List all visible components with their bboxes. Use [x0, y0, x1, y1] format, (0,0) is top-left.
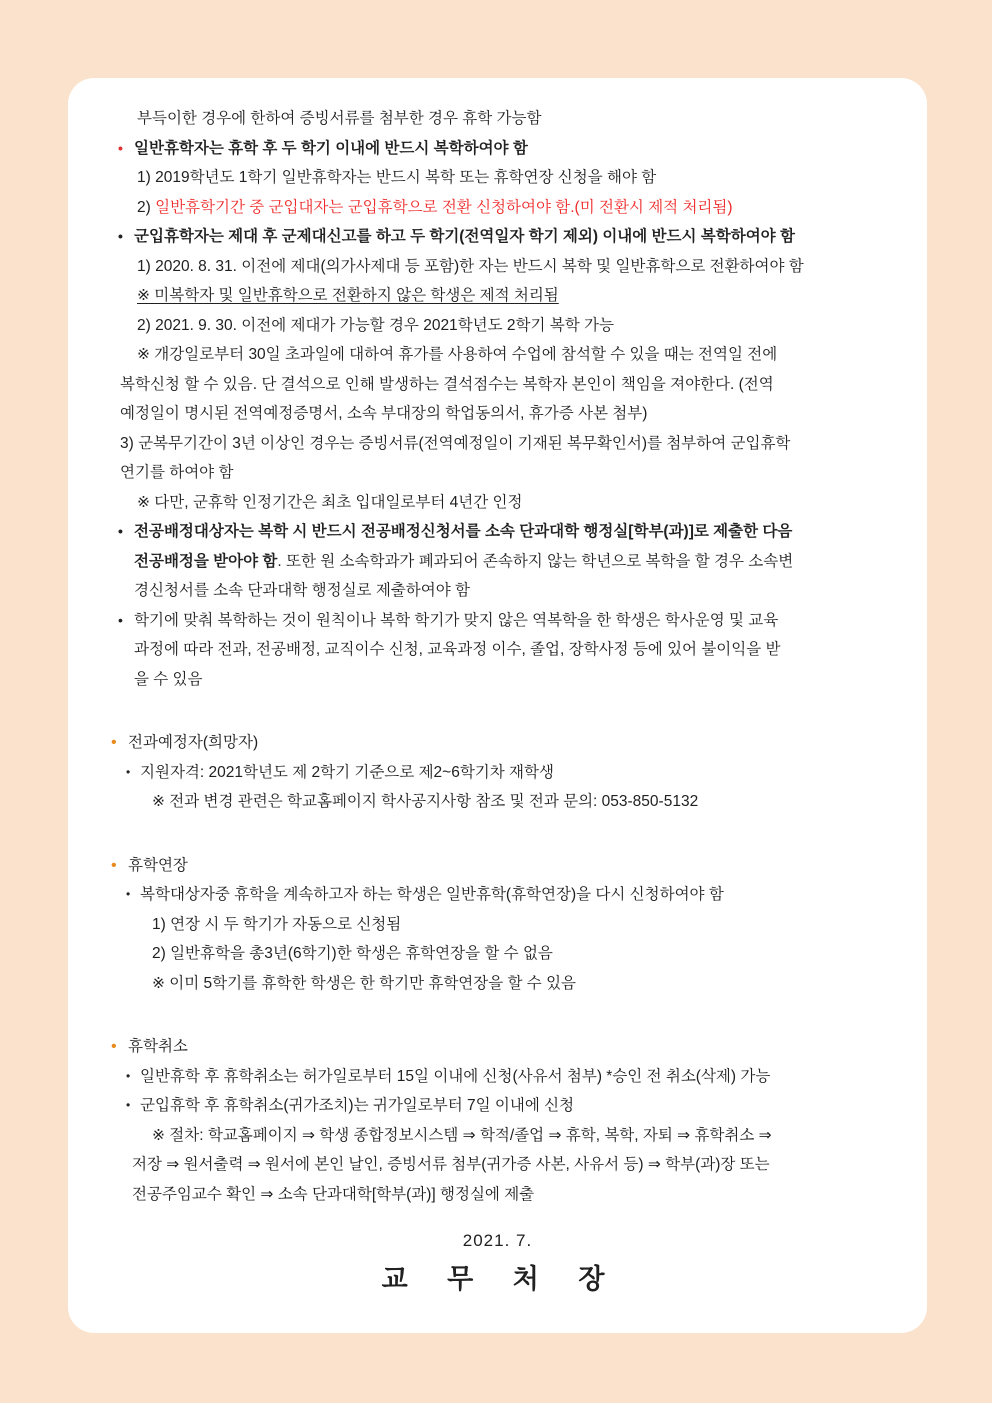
doc-line-text: 일반휴학 후 휴학취소는 허가일로부터 15일 이내에 신청(사유서 첨부) *승인 전 취소(삭제) 가능: [140, 1067, 771, 1085]
doc-line: 연기를 하여야 함: [120, 464, 234, 481]
doc-line: 저장 ⇒ 원서출력 ⇒ 원서에 본인 날인, 증빙서류 첨부(귀가증 사본, 사유서 등) ⇒ 학부(과)장 또는: [132, 1156, 770, 1173]
doc-line-bullet: [68, 1062, 927, 1092]
doc-line: ※ 전과 변경 관련은 학교홈페이지 학사공지사항 참조 및 전과 문의: 053-850-5132: [152, 793, 699, 810]
bullet-dot-icon: •: [126, 1098, 131, 1112]
doc-line: 을 수 있음: [134, 670, 203, 688]
bullet-dot-icon: •: [111, 734, 117, 751]
doc-line-bullet: [68, 134, 927, 164]
bullet-dot-icon: •: [126, 1068, 131, 1083]
section-gap: [68, 694, 927, 728]
doc-line-bullet: [68, 758, 927, 788]
doc-line: 경신청서를 소속 단과대학 행정실로 제출하여야 함: [134, 582, 470, 599]
doc-line: [68, 547, 927, 577]
doc-line: 예정일이 명시된 전역예정증명서, 소속 부대장의 학업동의서, 휴가증 사본 첨부): [120, 405, 648, 422]
doc-line-bullet: [68, 606, 927, 636]
doc-line: 복학신청 할 수 있음. 단 결석으로 인해 발생하는 결석점수는 복학자 본인이 책임을 져야한다. (전역: [120, 375, 774, 393]
notice-sheet: [68, 78, 927, 1333]
bullet-dot-icon: •: [111, 856, 117, 874]
doc-line-text-bold: 전공배정을 받아야 함: [134, 552, 278, 570]
doc-line: 1) 연장 시 두 학기가 자동으로 신청됨: [152, 915, 402, 933]
doc-line-underlined: ※ 미복학자 및 일반휴학으로 전환하지 않은 학생은 제적 처리됨: [137, 287, 559, 304]
doc-line-text: 군입휴학 후 휴학취소(귀가조치)는 귀가일로부터 7일 이내에 신청: [140, 1097, 575, 1114]
section-heading: [68, 1032, 927, 1062]
doc-line: 과정에 따라 전과, 전공배정, 교직이수 신청, 교육과정 이수, 졸업, 장학사정 등에 있어 불이익을 받: [134, 641, 781, 658]
doc-line: ※ 다만, 군휴학 인정기간은 최초 입대일로부터 4년간 인정: [137, 493, 523, 511]
doc-line-text: 군입휴학자는 제대 후 군제대신고를 하고 두 학기(전역일자 학기 제외) 이내에 반드시 복학하여야 함: [134, 228, 795, 245]
doc-line: 3) 군복무기간이 3년 이상인 경우는 증빙서류(전역예정일이 기재된 복무확인서)를 첨부하여 군입휴학: [120, 434, 791, 452]
section-gap: [68, 998, 927, 1032]
doc-line-text: 지원자격: 2021학년도 제 2학기 기준으로 제2~6학기차 재학생: [140, 763, 554, 781]
doc-line: 1) 2019학년도 1학기 일반휴학자는 반드시 복학 또는 휴학연장 신청을 해야 함: [137, 169, 657, 186]
section-heading: [68, 851, 927, 881]
bullet-dot-icon: •: [111, 1038, 117, 1055]
bullet-dot-icon: •: [118, 228, 123, 244]
section-heading-text: 전과예정자(희망자): [128, 734, 259, 751]
section-heading: [68, 728, 927, 758]
doc-line: 전공주임교수 확인 ⇒ 소속 단과대학[학부(과)] 행정실에 제출: [132, 1185, 535, 1203]
bullet-dot-icon: •: [118, 139, 123, 156]
section-gap: [68, 817, 927, 851]
doc-line: ※ 이미 5학기를 휴학한 학생은 한 학기만 휴학연장을 할 수 있음: [152, 974, 577, 992]
notice-content: [68, 78, 927, 1301]
doc-line-bullet: [68, 880, 927, 910]
bullet-dot-icon: •: [126, 764, 131, 779]
doc-line: 2) 2021. 9. 30. 이전에 제대가 가능할 경우 2021학년도 2학기 복학 가능: [137, 316, 614, 334]
doc-line: ※ 절차: 학교홈페이지 ⇒ 학생 종합정보시스템 ⇒ 학적/졸업 ⇒ 휴학, 복학, 자퇴 ⇒ 휴학취소 ⇒: [152, 1126, 772, 1144]
doc-line-bullet: [68, 1091, 927, 1121]
doc-line-bullet: [68, 222, 927, 252]
bullet-dot-icon: •: [118, 611, 123, 628]
doc-line-text-red: 일반휴학기간 중 군입대자는 군입휴학으로 전환 신청하여야 함.(미 전환시 제적 처리됨): [155, 198, 733, 216]
doc-line-text: . 또한 원 소속학과가 폐과되어 존속하지 않는 학년으로 복학을 할 경우 소속변: [277, 552, 794, 570]
doc-line: 2) 일반휴학을 총3년(6학기)한 학생은 휴학연장을 할 수 없음: [152, 945, 553, 962]
doc-line: [68, 193, 927, 223]
doc-line: ※ 개강일로부터 30일 초과일에 대하여 휴가를 사용하여 수업에 참석할 수 있을 때는 전역일 전에: [137, 346, 778, 363]
doc-line-text: 학기에 맞춰 복학하는 것이 원칙이나 복학 학기가 맞지 않은 역복학을 한 학생은 학사운영 및 교육: [134, 611, 779, 629]
doc-line-text: 전공배정대상자는 복학 시 반드시 전공배정신청서를 소속 단과대학 행정실[학부(과)]로 제출한 다음: [134, 523, 793, 540]
doc-line-text: 복학대상자중 휴학을 계속하고자 하는 학생은 일반휴학(휴학연장)을 다시 신청하여야 함: [140, 886, 724, 903]
doc-line-text: 일반휴학자는 휴학 후 두 학기 이내에 반드시 복학하여야 함: [134, 139, 528, 157]
signature-date: 2021. 7.: [462, 1231, 533, 1250]
bullet-dot-icon: •: [126, 887, 131, 901]
signature-title: 교 무 처 장: [381, 1264, 614, 1294]
bullet-dot-icon: •: [118, 523, 123, 539]
doc-line: 1) 2020. 8. 31. 이전에 제대(의가사제대 등 포함)한 자는 반드시 복학 및 일반휴학으로 전환하여야 함: [137, 257, 804, 275]
section-heading-text: 휴학연장: [128, 856, 188, 874]
section-heading-text: 휴학취소: [128, 1038, 188, 1055]
doc-line: 부득이한 경우에 한하여 증빙서류를 첨부한 경우 휴학 가능함: [137, 110, 542, 127]
doc-line-bullet: [68, 517, 927, 547]
doc-line-number: 2): [137, 198, 156, 216]
